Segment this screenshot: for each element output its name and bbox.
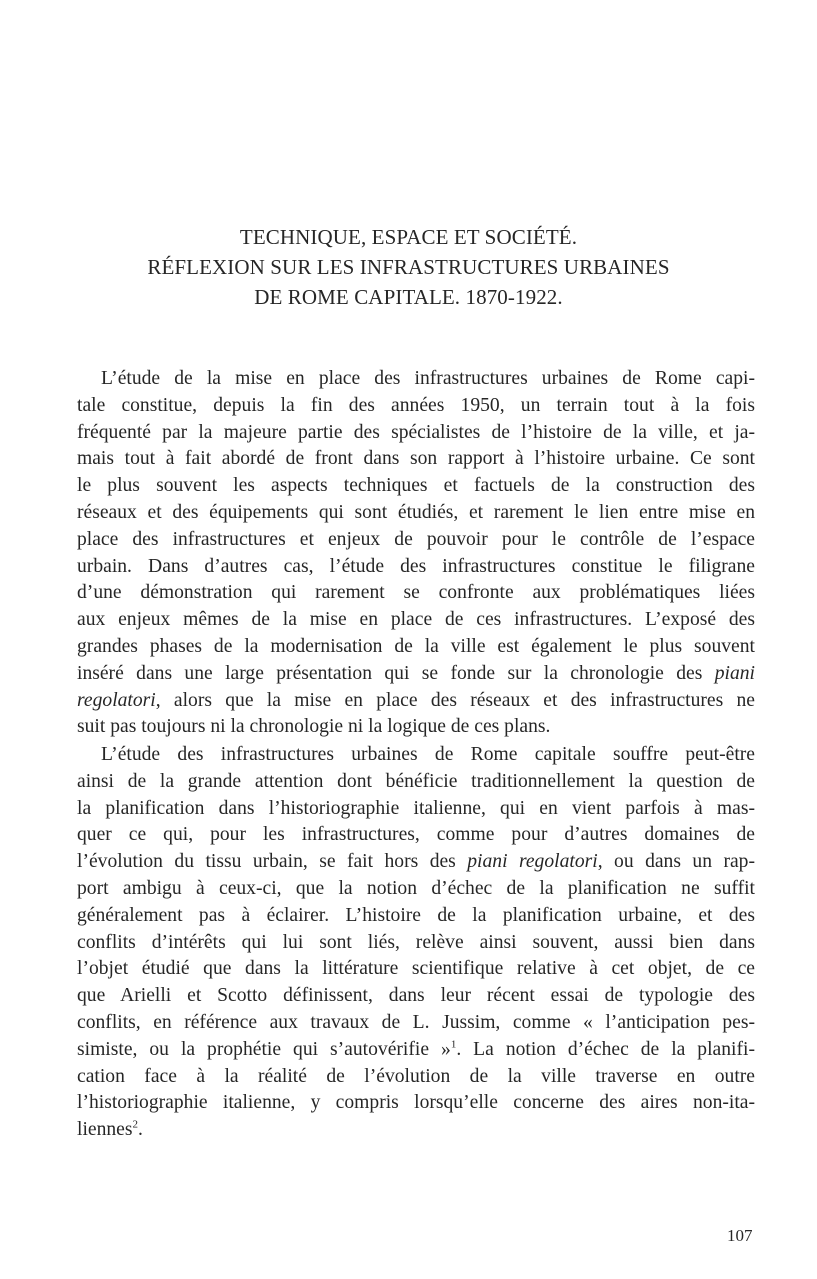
- text-span: l’évolution du tissu urbain, se fait hors des: [77, 851, 468, 873]
- text-line: suit pas toujours ni la chronologie ni la logique de ces plans.: [77, 716, 551, 738]
- text-line: le plus souvent les aspects techniques et factuels de la construction des: [77, 475, 755, 497]
- text-span: inséré dans une large présentation qui se fonde sur la chronologie des: [77, 662, 715, 684]
- text-line: aux enjeux mêmes de la mise en place de ces infrastructures. L’exposé des: [77, 609, 755, 631]
- paragraph-2: [77, 742, 755, 1144]
- italic-term: piani: [714, 662, 755, 684]
- text-span: . La notion d’échec de la planifi-: [456, 1038, 755, 1060]
- text-line: place des infrastructures et enjeux de pouvoir pour le contrôle de l’espace: [77, 528, 755, 550]
- text-line: [77, 1117, 755, 1144]
- text-span: , ou dans un rap-: [597, 851, 755, 873]
- footnote-ref[interactable]: 2: [132, 1118, 138, 1131]
- text-span: .: [138, 1119, 143, 1141]
- text-line: L’étude de la mise en place des infrastructures urbaines de Rome capi-: [101, 368, 755, 389]
- text-line: [77, 661, 755, 688]
- paragraph-1: [77, 366, 755, 741]
- text-span: liennes: [77, 1119, 133, 1141]
- text-line: l’historiographie italienne, y compris lorsqu’elle concerne des aires non-ita-: [77, 1092, 755, 1114]
- title-line-2: RÉFLEXION SUR LES INFRASTRUCTURES URBAINES: [147, 255, 670, 279]
- text-line: généralement pas à éclairer. L’histoire de la planification urbaine, et des: [77, 904, 755, 926]
- text-line: la planification dans l’historiographie italienne, qui en vient parfois à mas-: [77, 797, 755, 819]
- text-line: L’étude des infrastructures urbaines de Rome capitale souffre peut-être: [101, 744, 755, 765]
- text-line: urbain. Dans d’autres cas, l’étude des infrastructures constitue le filigrane: [77, 555, 755, 577]
- text-line: grandes phases de la modernisation de la ville est également le plus souvent: [77, 635, 755, 657]
- italic-term: regolatori: [77, 689, 156, 711]
- text-line: mais tout à fait abordé de front dans son rapport à l’histoire urbaine. Ce sont: [77, 448, 755, 470]
- text-line: que Arielli et Scotto définissent, dans leur récent essai de typologie des: [77, 985, 755, 1007]
- chapter-title: [0, 222, 817, 312]
- text-line: conflits, en référence aux travaux de L. Jussim, comme « l’anticipation pes-: [77, 1011, 755, 1033]
- footnote-ref[interactable]: 1: [450, 1038, 457, 1051]
- text-line: ainsi de la grande attention dont bénéficie traditionnellement la question de: [77, 770, 755, 792]
- text-line: tale constitue, depuis la fin des années 1950, un terrain tout à la fois: [77, 394, 755, 416]
- title-line-3: DE ROME CAPITALE. 1870-1922.: [254, 285, 563, 309]
- text-line: cation face à la réalité de l’évolution de la ville traverse en outre: [77, 1065, 755, 1087]
- page-number: 107: [727, 1226, 753, 1245]
- text-line: port ambigu à ceux-ci, que la notion d’échec de la planification ne suffit: [77, 877, 755, 899]
- text-span: simiste, ou la prophétie qui s’autovérifie »: [77, 1038, 451, 1060]
- text-line: [77, 849, 755, 876]
- text-line: quer ce qui, pour les infrastructures, comme pour d’autres domaines de: [77, 824, 755, 846]
- text-line: [77, 688, 755, 715]
- italic-term: piani regolatori: [467, 851, 598, 873]
- text-line: l’objet étudié que dans la littérature scientifique relative à cet objet, de ce: [77, 958, 755, 980]
- text-line: réseaux et des équipements qui sont étudiés, et rarement le lien entre mise en: [77, 501, 755, 523]
- text-line: d’une démonstration qui rarement se confronte aux problématiques liées: [77, 582, 755, 604]
- text-line: [77, 1037, 755, 1064]
- text-span: , alors que la mise en place des réseaux et des infrastructures ne: [155, 689, 755, 711]
- text-line: fréquenté par la majeure partie des spécialistes de l’histoire de la ville, et ja-: [77, 421, 755, 443]
- title-line-1: TECHNIQUE, ESPACE ET SOCIÉTÉ.: [239, 225, 578, 249]
- text-line: conflits d’intérêts qui lui sont liés, relève ainsi souvent, aussi bien dans: [77, 931, 755, 953]
